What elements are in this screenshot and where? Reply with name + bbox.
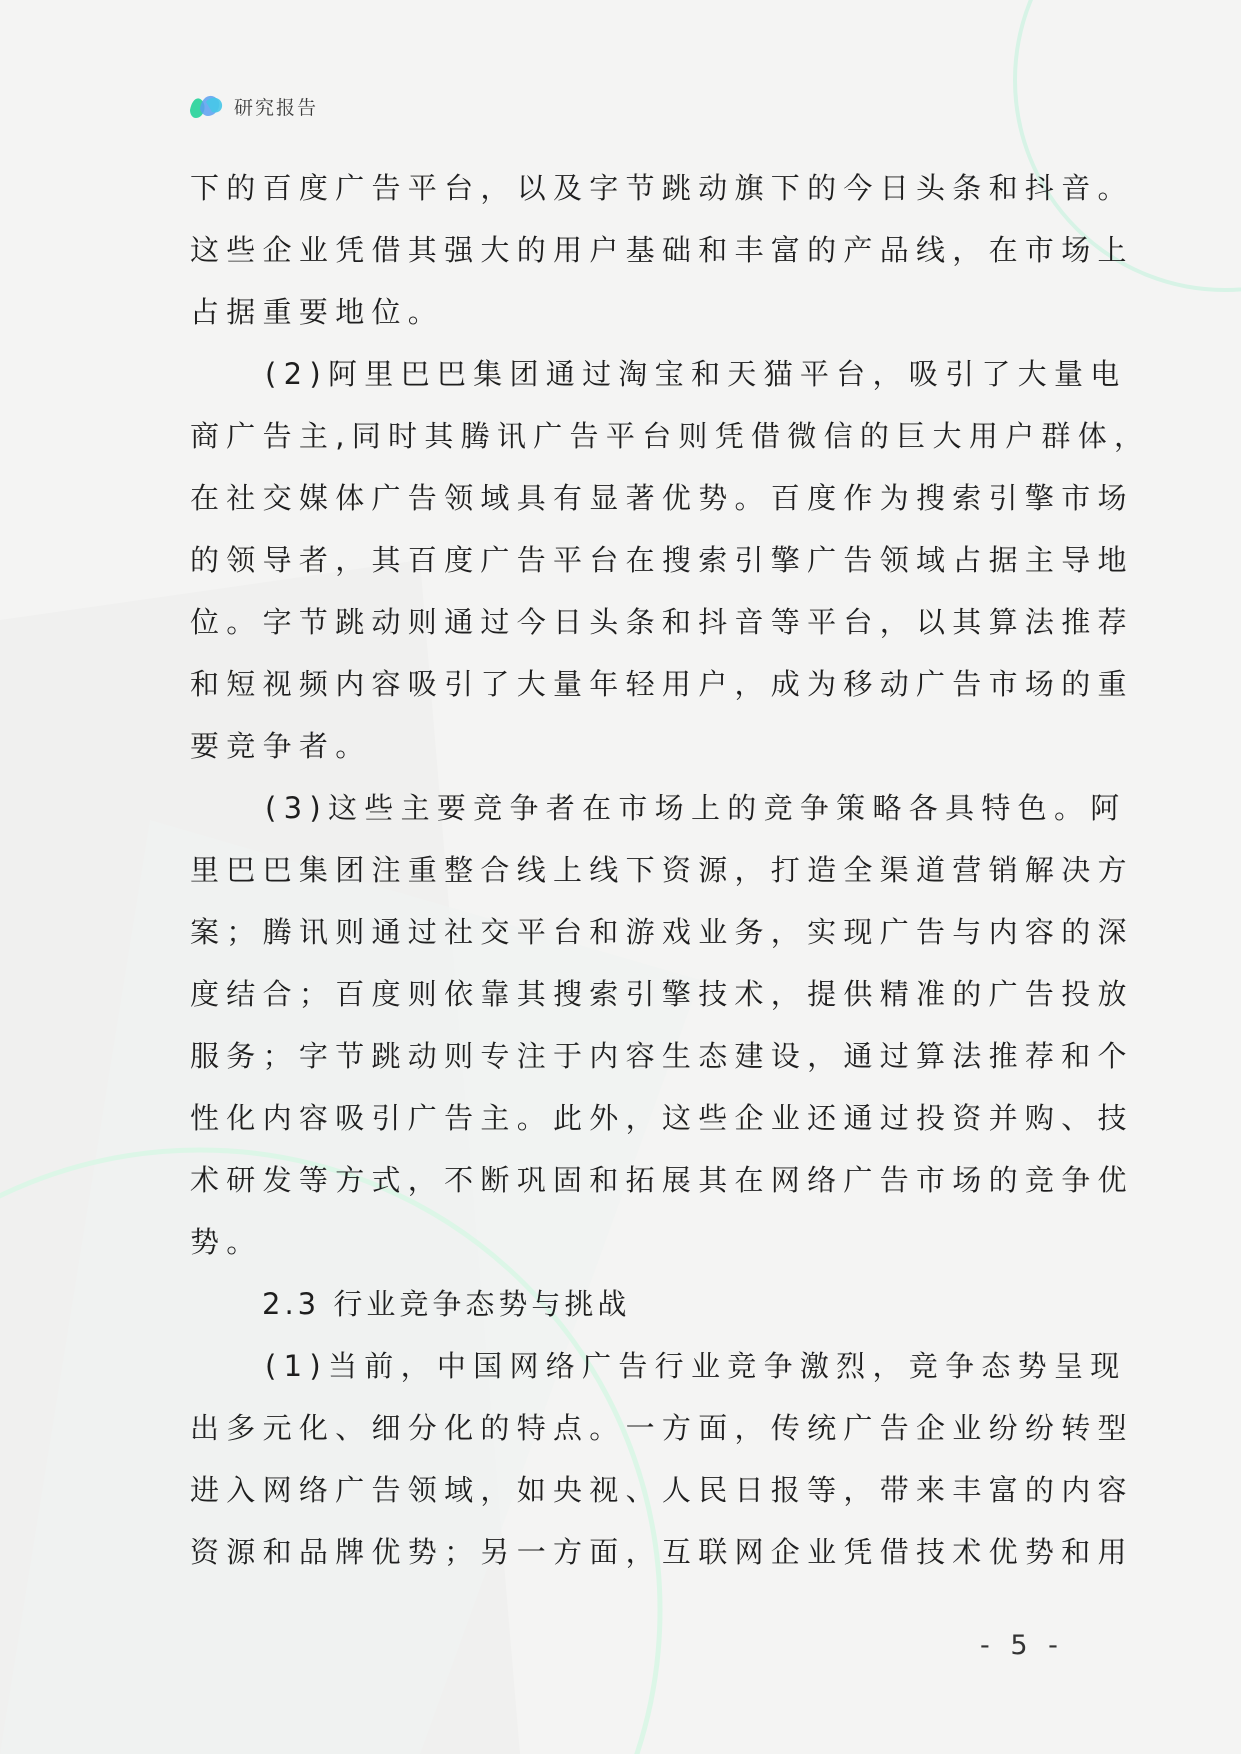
text-line: 术研发等方式，不断巩固和拓展其在网络广告市场的竞争优 [190,1163,1134,1197]
text-line: 里巴巴集团注重整合线上线下资源，打造全渠道营销解决方 [190,853,1134,887]
text-line: 的领导者，其百度广告平台在搜索引擎广告领域占据主导地 [190,543,1134,577]
text-line: 位。字节跳动则通过今日头条和抖音等平台，以其算法推荐 [190,605,1134,639]
text-line: 和短视频内容吸引了大量年轻用户，成为移动广告市场的重 [190,667,1134,701]
text-line: 要竞争者。 [190,729,372,763]
text-line: 商广告主,同时其腾讯广告平台则凭借微信的巨大用户群体， [190,419,1151,453]
header-brand-text: 研究报告 [234,96,319,119]
paragraph-start-line: (2)阿里巴巴集团通过淘宝和天猫平台，吸引了大量电 [265,357,1127,391]
text-line: 性化内容吸引广告主。此外，这些企业还通过投资并购、技 [190,1101,1134,1135]
text-line: 度结合；百度则依靠其搜索引擎技术，提供精准的广告投放 [190,977,1134,1011]
report-header [188,86,318,126]
text-line: 这些企业凭借其强大的用户基础和丰富的产品线，在市场上 [190,233,1134,267]
paragraph-start-line: (3)这些主要竞争者在市场上的竞争策略各具特色。阿 [265,791,1127,825]
text-line: 势。 [190,1225,263,1259]
text-line: 资源和品牌优势；另一方面，互联网企业凭借技术优势和用 [190,1535,1134,1569]
text-line: 进入网络广告领域，如央视、人民日报等，带来丰富的内容 [190,1473,1134,1507]
text-line: 在社交媒体广告领域具有显著优势。百度作为搜索引擎市场 [190,481,1134,515]
section-heading: 2.3 行业竞争态势与挑战 [262,1287,631,1321]
text-line: 下的百度广告平台，以及字节跳动旗下的今日头条和抖音。 [190,171,1134,205]
text-line: 服务；字节跳动则专注于内容生态建设，通过算法推荐和个 [190,1039,1134,1073]
paragraph-start-line: (1)当前，中国网络广告行业竞争激烈，竞争态势呈现 [265,1349,1127,1383]
text-line: 占据重要地位。 [190,295,445,329]
page-number: - 5 - [980,1630,1064,1661]
text-line: 案；腾讯则通过社交平台和游戏业务，实现广告与内容的深 [190,915,1134,949]
document-body [190,157,1151,1583]
leaf-logo-icon [188,90,224,122]
text-line: 出多元化、细分化的特点。一方面，传统广告企业纷纷转型 [190,1411,1134,1445]
